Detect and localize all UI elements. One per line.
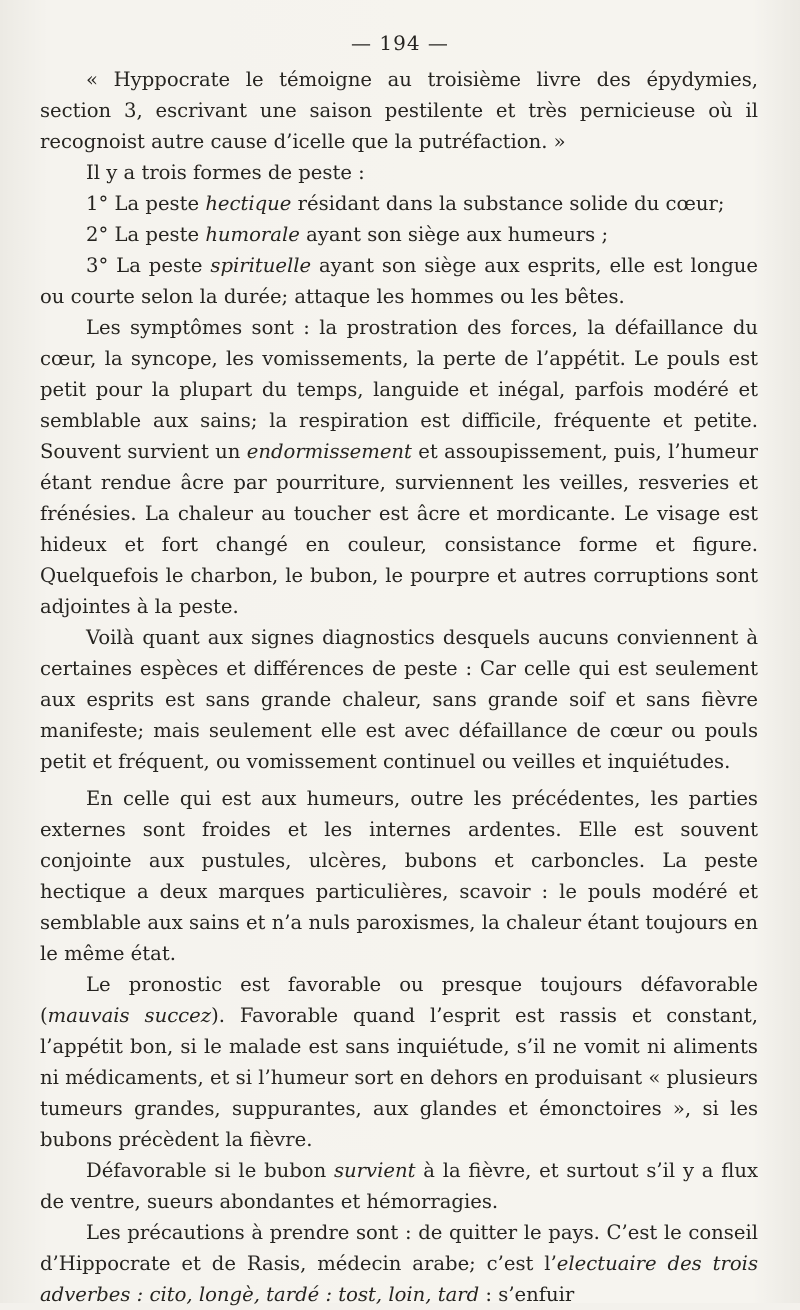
paragraph [40,250,758,312]
text-run: En celle qui est aux humeurs, outre les précédentes, les parties externes sont froides et les internes ardentes. Elle est souvent conjointe aux pustules, ulcères, bubons et carboncles. La peste hectique a deux marques particulières, scavoir : le pouls modéré et semblable aux sains et n’a nuls paroxismes, la chaleur étant toujours en le même état. [40,787,758,965]
text-run: ayant son siège aux humeurs ; [299,223,609,246]
text-run: 2° La peste [86,223,206,246]
paragraph [40,1217,758,1310]
paragraph [40,622,758,777]
paragraph [40,157,758,188]
text-run: Le pronostic est favorable ou presque toujours défavorable ( [40,973,758,1027]
text-run: et assoupissement, puis, l’humeur étant rendue âcre par pourriture, surviennent les veilles, resveries et frénésies. La chaleur au toucher est âcre et mordicante. Le visage est hideux et fort changé en couleur, consistance forme et figure. Quelquefois le charbon, le bubon, le pourpre et autres corruptions sont adjointes à la peste. [40,440,759,618]
italic-text: humorale [205,223,300,246]
paragraph [40,312,758,622]
italic-text: hectique [205,192,292,215]
paragraph [40,969,758,1155]
text-run: ayant son siège aux esprits, elle est longue ou courte selon la durée; attaque les hommes ou les bêtes. [40,254,758,308]
text-run: Défavorable si le bubon [86,1159,334,1182]
page-number: — 194 — [351,31,449,55]
text-run: résidant dans la substance solide du cœur; [291,192,725,215]
text-run: 3° La peste [86,254,211,277]
italic-text: electuaire des trois adverbes : cito, longè, tardé : tost, loin, tard [40,1252,758,1306]
text-run: : s’enfuir [479,1283,575,1306]
text-run: Voilà quant aux signes diagnostics desquels aucuns conviennent à certaines espèces et différences de peste : Car celle qui est seulement aux esprits est sans grande chaleur, sans grande soif et sans fièvre manifeste; mais seulement elle est avec défaillance de cœur ou pouls petit et fréquent, ou vomissement continuel ou veilles et inquiétudes. [40,626,758,773]
text-run: « Hyppocrate le témoigne au troisième livre des épydymies, section 3, escrivant une saison pestilente et très pernicieuse où il recognoist autre cause d’icelle que la putréfaction. » [40,68,758,153]
paragraph [40,1155,758,1217]
text-run: à la fièvre, et surtout s’il y a flux de ventre, sueurs abondantes et hémorragies. [40,1159,758,1213]
italic-text: spirituelle [210,254,312,277]
text-run: 1° La peste [86,192,206,215]
text-run: Les précautions à prendre sont : de quitter le pays. C’est le conseil d’Hippocrate et de Rasis, médecin arabe; c’est l’ [40,1221,758,1275]
text-run: Il y a trois formes de peste : [86,161,365,184]
paragraph [40,188,758,219]
italic-text: endormissement [246,440,412,463]
paragraph [40,64,758,157]
paragraph [40,783,758,969]
text-run: Les symptômes sont : la prostration des forces, la défaillance du cœur, la syncope, les vomissements, la perte de l’appétit. Le pouls est petit pour la plupart du temps, languide et inégal, parfois modéré et semblable aux sains; la respiration est difficile, fréquente et petite. Souvent survient un [40,316,758,463]
text-run: ). Favorable quand l’esprit est rassis et constant, l’appétit bon, si le malade est sans inquiétude, s’il ne vomit ni aliments ni médicaments, et si l’humeur sort en dehors en produisant « plusieurs tumeurs grandes, suppurantes, aux glandes et émonctoires », si les bubons précèdent la fièvre. [40,1004,758,1151]
italic-text: mauvais succez [47,1004,212,1027]
body-text [40,64,758,1310]
italic-text: survient [333,1159,416,1182]
paragraph [40,219,758,250]
